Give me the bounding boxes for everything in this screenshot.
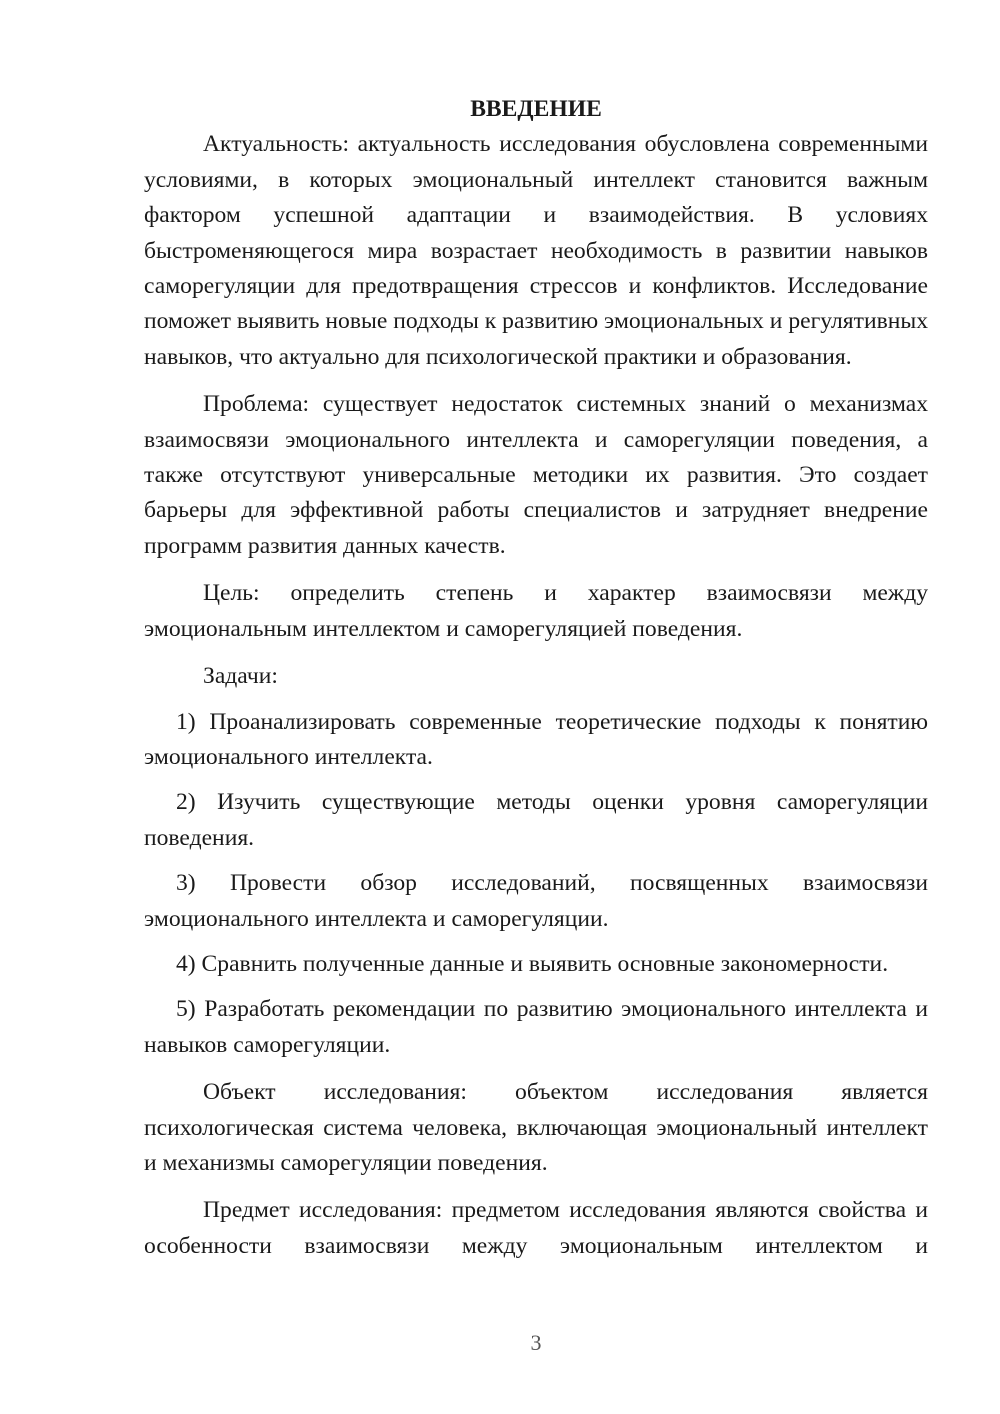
paragraph-problem: Проблема: существует недостаток системных знаний о механизмах взаимосвязи эмоционального интеллекта и саморегуляции поведения, а также отсутствуют универсальные методики их развития. Это создает барьеры для эффективной работы специалистов и затрудняет внедрение программ развития данных качеств. bbox=[144, 391, 928, 559]
task-item: 4) Сравнить полученные данные и выявить основные закономерности. bbox=[176, 950, 889, 977]
task-item: 3) Провести обзор исследований, посвященных взаимосвязи эмоционального интеллекта и саморегуляции. bbox=[144, 870, 928, 932]
paragraph-object: Объект исследования: объектом исследования является психологическая система человека, включающая эмоциональный интеллект и механизмы саморегуляции поведения. bbox=[144, 1079, 928, 1176]
page-content bbox=[144, 92, 928, 1264]
task-item: 2) Изучить существующие методы оценки уровня саморегуляции поведения. bbox=[144, 789, 928, 851]
paragraph-subject: Предмет исследования: предметом исследования являются свойства и особенности взаимосвязи между эмоциональным интеллектом и bbox=[144, 1197, 928, 1259]
paragraph-goal: Цель: определить степень и характер взаимосвязи между эмоциональным интеллектом и саморегуляцией поведения. bbox=[144, 580, 928, 642]
task-item: 5) Разработать рекомендации по развитию эмоционального интеллекта и навыков саморегуляции. bbox=[144, 996, 928, 1058]
task-item: 1) Проанализировать современные теоретические подходы к понятию эмоционального интеллекта. bbox=[144, 708, 928, 770]
section-title: ВВЕДЕНИЕ bbox=[470, 96, 602, 122]
page-number: 3 bbox=[530, 1330, 542, 1355]
tasks-heading: Задачи: bbox=[203, 663, 278, 690]
paragraph-relevance: Актуальность: актуальность исследования обусловлена современными условиями, в которых эмоциональный интеллект становится важным фактором успешной адаптации и взаимодействия. В условиях быстроменяющегося мира возрастает необходимость в развитии навыков саморегуляции для предотвращения стрессов и конфликтов. Исследование поможет выявить новые подходы к развитию эмоциональных и регулятивных навыков, что актуально для психологической практики и образования. bbox=[144, 131, 928, 370]
